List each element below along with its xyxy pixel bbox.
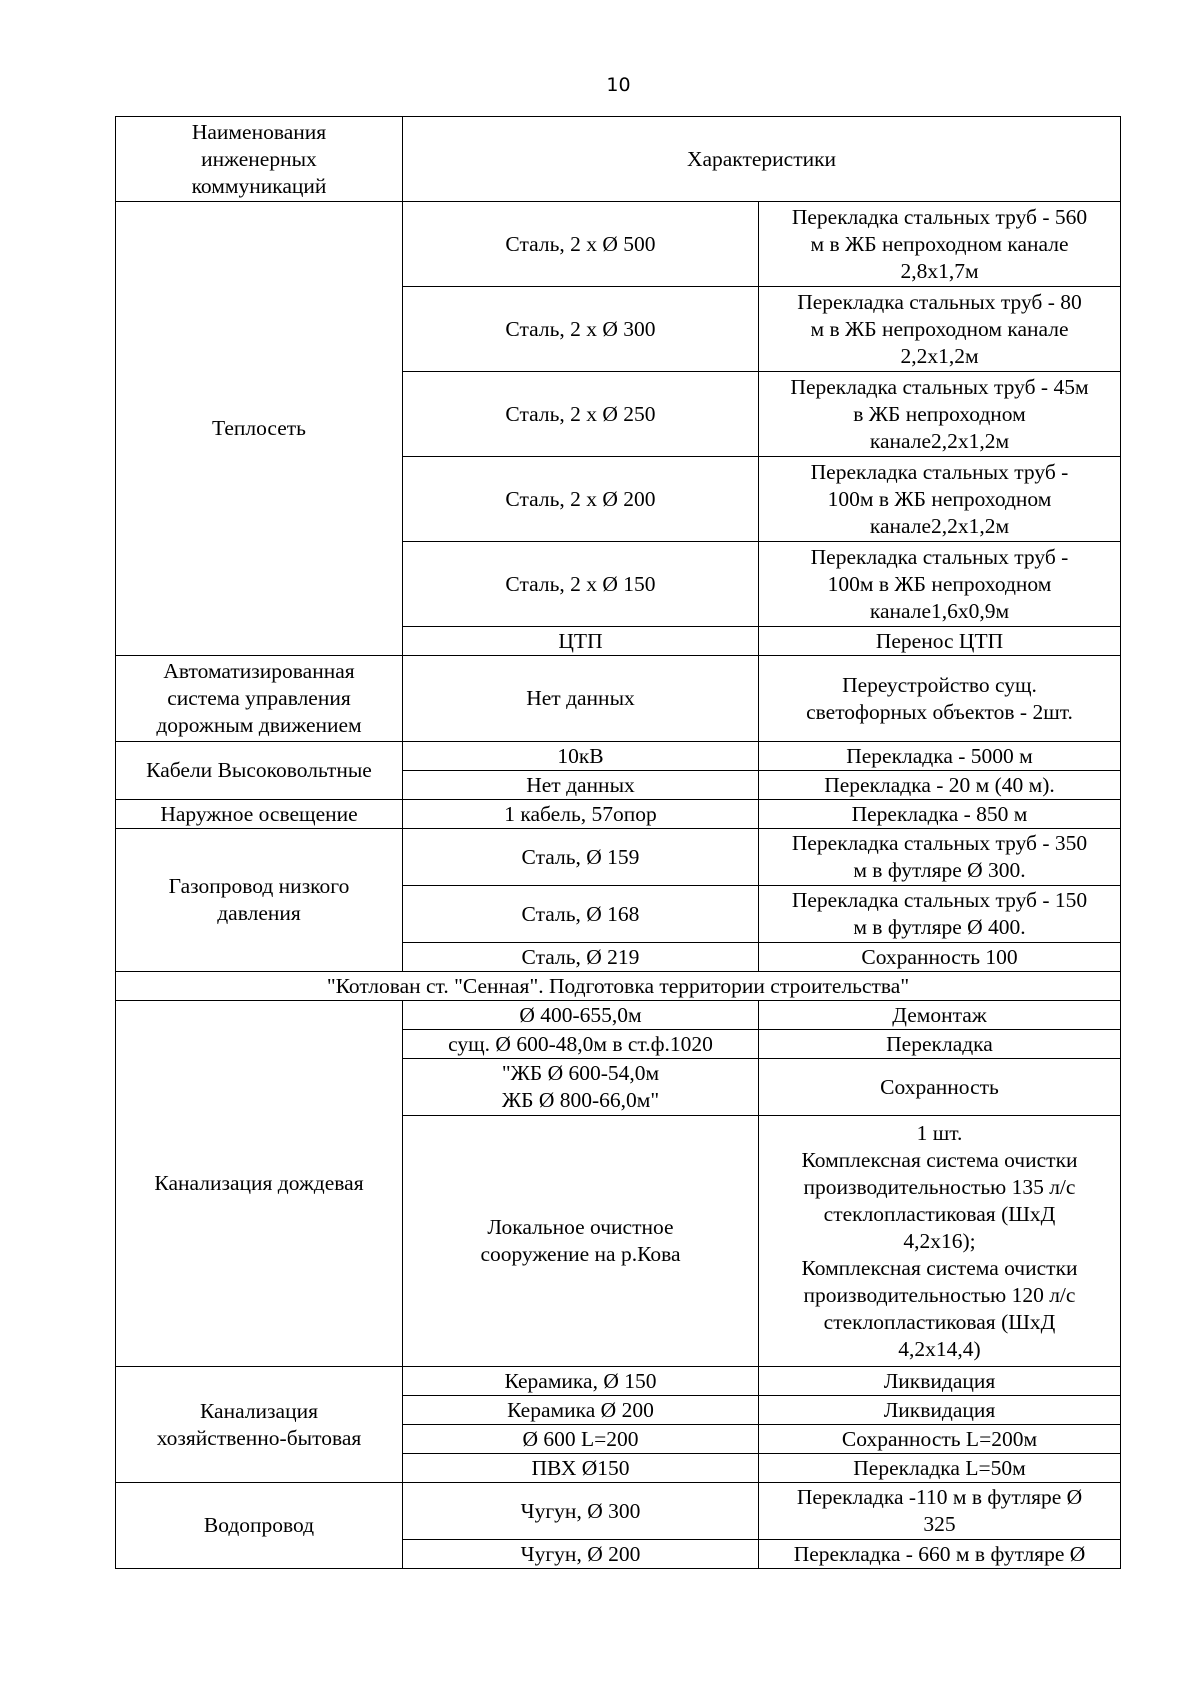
spec-cell: Локальное очистное сооружение на р.Кова bbox=[403, 1116, 759, 1367]
spec-cell: Сталь, 2 х Ø 250 bbox=[403, 372, 759, 457]
action-cell: Перекладка - 20 м (40 м). bbox=[759, 771, 1121, 800]
action-cell: Перекладка стальных труб - 100м в ЖБ непроходном канале2,2х1,2м bbox=[759, 457, 1121, 542]
header-name-cell: Наименования инженерных коммуникаций bbox=[116, 117, 403, 202]
spec-cell: "ЖБ Ø 600-54,0м ЖБ Ø 800-66,0м" bbox=[403, 1059, 759, 1116]
action-cell: Сохранность 100 bbox=[759, 943, 1121, 972]
action-cell: Переустройство сущ. светофорных объектов - 2шт. bbox=[759, 656, 1121, 742]
spec-cell: Керамика Ø 200 bbox=[403, 1396, 759, 1425]
hv-cables-name: Кабели Высоковольтные bbox=[116, 742, 403, 800]
table-row bbox=[116, 1483, 1121, 1540]
table-row bbox=[116, 202, 1121, 287]
spec-cell: 1 кабель, 57опор bbox=[403, 800, 759, 829]
spec-cell: 10кВ bbox=[403, 742, 759, 771]
action-cell: Перекладка - 660 м в футляре Ø bbox=[759, 1540, 1121, 1569]
utilities-table bbox=[115, 116, 1121, 1569]
water-supply-name: Водопровод bbox=[116, 1483, 403, 1569]
spec-cell: Чугун, Ø 300 bbox=[403, 1483, 759, 1540]
spec-cell: Сталь, 2 х Ø 500 bbox=[403, 202, 759, 287]
action-cell: Перенос ЦТП bbox=[759, 627, 1121, 656]
spec-cell: Сталь, 2 х Ø 200 bbox=[403, 457, 759, 542]
action-cell: Перекладка -110 м в футляре Ø 325 bbox=[759, 1483, 1121, 1540]
action-cell: Перекладка стальных труб - 350 м в футляре Ø 300. bbox=[759, 829, 1121, 886]
spec-cell: Чугун, Ø 200 bbox=[403, 1540, 759, 1569]
spec-cell: Нет данных bbox=[403, 656, 759, 742]
table-row bbox=[116, 829, 1121, 886]
spec-cell: ЦТП bbox=[403, 627, 759, 656]
spec-cell: Сталь, 2 х Ø 300 bbox=[403, 287, 759, 372]
action-cell: Перекладка bbox=[759, 1030, 1121, 1059]
storm-sewer-name: Канализация дождевая bbox=[116, 1001, 403, 1367]
section-title: "Котлован ст. "Сенная". Подготовка территории строительства" bbox=[116, 972, 1121, 1001]
action-cell: Перекладка стальных труб - 80 м в ЖБ непроходном канале 2,2х1,2м bbox=[759, 287, 1121, 372]
action-cell: 1 шт. Комплексная система очистки производительностью 135 л/с стеклопластиковая (ШхД 4,2х16); Комплексная система очистки производительностью 120 л/с стеклопластиковая (ШхД 4,2х14,4) bbox=[759, 1116, 1121, 1367]
table-row bbox=[116, 1001, 1121, 1030]
section-row bbox=[116, 972, 1121, 1001]
heat-network-name: Теплосеть bbox=[116, 202, 403, 656]
action-cell: Сохранность L=200м bbox=[759, 1425, 1121, 1454]
spec-cell: Ø 400-655,0м bbox=[403, 1001, 759, 1030]
gas-pipeline-name: Газопровод низкого давления bbox=[116, 829, 403, 972]
table-row bbox=[116, 800, 1121, 829]
lighting-name: Наружное освещение bbox=[116, 800, 403, 829]
spec-cell: Сталь, Ø 168 bbox=[403, 886, 759, 943]
action-cell: Перекладка стальных труб - 560 м в ЖБ непроходном канале 2,8х1,7м bbox=[759, 202, 1121, 287]
traffic-control-name: Автоматизированная система управления дорожным движением bbox=[116, 656, 403, 742]
spec-cell: Ø 600 L=200 bbox=[403, 1425, 759, 1454]
domestic-sewer-name: Канализация хозяйственно-бытовая bbox=[116, 1367, 403, 1483]
action-cell: Ликвидация bbox=[759, 1396, 1121, 1425]
action-cell: Перекладка - 850 м bbox=[759, 800, 1121, 829]
table-header-row bbox=[116, 117, 1121, 202]
header-characteristics-cell: Характеристики bbox=[403, 117, 1121, 202]
action-cell: Демонтаж bbox=[759, 1001, 1121, 1030]
action-cell: Перекладка стальных труб - 150 м в футляре Ø 400. bbox=[759, 886, 1121, 943]
table-row bbox=[116, 1367, 1121, 1396]
spec-cell: ПВХ Ø150 bbox=[403, 1454, 759, 1483]
spec-cell: Сталь, 2 х Ø 150 bbox=[403, 542, 759, 627]
table-row bbox=[116, 742, 1121, 771]
action-cell: Перекладка L=50м bbox=[759, 1454, 1121, 1483]
action-cell: Перекладка стальных труб - 45м в ЖБ непроходном канале2,2х1,2м bbox=[759, 372, 1121, 457]
action-cell: Перекладка стальных труб - 100м в ЖБ непроходном канале1,6х0,9м bbox=[759, 542, 1121, 627]
action-cell: Перекладка - 5000 м bbox=[759, 742, 1121, 771]
spec-cell: Сталь, Ø 159 bbox=[403, 829, 759, 886]
action-cell: Сохранность bbox=[759, 1059, 1121, 1116]
spec-cell: Сталь, Ø 219 bbox=[403, 943, 759, 972]
spec-cell: Керамика, Ø 150 bbox=[403, 1367, 759, 1396]
spec-cell: сущ. Ø 600-48,0м в ст.ф.1020 bbox=[403, 1030, 759, 1059]
action-cell: Ликвидация bbox=[759, 1367, 1121, 1396]
spec-cell: Нет данных bbox=[403, 771, 759, 800]
table-row bbox=[116, 656, 1121, 742]
page-number: 10 bbox=[606, 74, 631, 96]
